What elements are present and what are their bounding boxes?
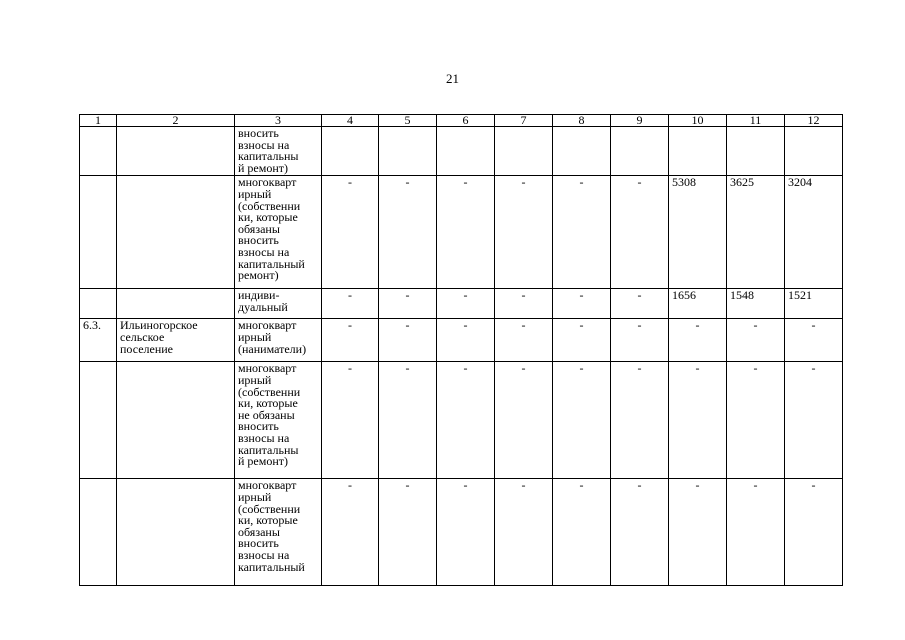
value-cell-col-11: 1548 <box>727 289 785 319</box>
value-cell-col-12: - <box>785 479 843 586</box>
value-cell-col-10: - <box>669 362 727 479</box>
settlement-name-cell <box>117 479 235 586</box>
value-cell-col-10: 5308 <box>669 176 727 289</box>
value-cell-col-12: - <box>785 362 843 479</box>
value-cell-col-6: - <box>437 176 495 289</box>
value-cell-col-8: - <box>553 362 611 479</box>
value-cell-col-9: - <box>611 479 669 586</box>
header-cell-3: 3 <box>235 115 322 127</box>
value-cell-col-8: - <box>553 479 611 586</box>
value-cell-col-4: - <box>322 176 379 289</box>
value-cell-col-7: - <box>495 319 553 362</box>
row-index-cell <box>80 479 117 586</box>
value-cell-col-12: 1521 <box>785 289 843 319</box>
settlement-name-cell <box>117 176 235 289</box>
value-cell-col-6: - <box>437 362 495 479</box>
value-cell-col-4: - <box>322 319 379 362</box>
value-cell-col-7: - <box>495 176 553 289</box>
value-cell-col-6 <box>437 127 495 176</box>
value-cell-col-7: - <box>495 289 553 319</box>
value-cell-col-7 <box>495 127 553 176</box>
header-cell-5: 5 <box>379 115 437 127</box>
row-index-cell <box>80 362 117 479</box>
value-cell-col-5: - <box>379 319 437 362</box>
value-cell-col-8 <box>553 127 611 176</box>
table-row <box>80 289 843 319</box>
value-cell-col-10 <box>669 127 727 176</box>
value-cell-col-4: - <box>322 362 379 479</box>
page-number: 21 <box>446 71 459 86</box>
value-cell-col-5: - <box>379 176 437 289</box>
settlement-name-cell: Ильиногорское сельское поселение <box>117 319 235 362</box>
value-cell-col-12: - <box>785 319 843 362</box>
value-cell-col-5: - <box>379 479 437 586</box>
header-cell-8: 8 <box>553 115 611 127</box>
settlement-name-cell <box>117 362 235 479</box>
table-row <box>80 319 843 362</box>
value-cell-col-5 <box>379 127 437 176</box>
row-index-cell <box>80 127 117 176</box>
value-cell-col-7: - <box>495 362 553 479</box>
value-cell-col-11: - <box>727 362 785 479</box>
value-cell-col-9: - <box>611 289 669 319</box>
value-cell-col-4: - <box>322 479 379 586</box>
data-table <box>79 114 843 586</box>
value-cell-col-5: - <box>379 362 437 479</box>
header-cell-1: 1 <box>80 115 117 127</box>
row-index-cell <box>80 176 117 289</box>
table-row <box>80 362 843 479</box>
housing-type-cell: многокварт ирный (собственни ки, которые обязаны вносить взносы на капитальный <box>235 479 322 586</box>
value-cell-col-8: - <box>553 319 611 362</box>
table-row <box>80 127 843 176</box>
header-cell-12: 12 <box>785 115 843 127</box>
header-cell-6: 6 <box>437 115 495 127</box>
value-cell-col-10: - <box>669 479 727 586</box>
header-cell-10: 10 <box>669 115 727 127</box>
value-cell-col-12 <box>785 127 843 176</box>
value-cell-col-7: - <box>495 479 553 586</box>
header-row <box>80 115 843 127</box>
header-cell-2: 2 <box>117 115 235 127</box>
value-cell-col-6: - <box>437 319 495 362</box>
housing-type-cell: многокварт ирный (собственни ки, которые не обязаны вносить взносы на капитальны й ремонт) <box>235 362 322 479</box>
housing-type-cell: многокварт ирный (собственни ки, которые обязаны вносить взносы на капитальный ремонт) <box>235 176 322 289</box>
housing-type-cell: индиви- дуальный <box>235 289 322 319</box>
value-cell-col-11: - <box>727 319 785 362</box>
value-cell-col-9: - <box>611 362 669 479</box>
value-cell-col-12: 3204 <box>785 176 843 289</box>
header-cell-4: 4 <box>322 115 379 127</box>
value-cell-col-4: - <box>322 289 379 319</box>
header-cell-11: 11 <box>727 115 785 127</box>
value-cell-col-10: - <box>669 319 727 362</box>
value-cell-col-9 <box>611 127 669 176</box>
value-cell-col-6: - <box>437 479 495 586</box>
value-cell-col-5: - <box>379 289 437 319</box>
table-row <box>80 479 843 586</box>
settlement-name-cell <box>117 127 235 176</box>
value-cell-col-6: - <box>437 289 495 319</box>
row-index-cell <box>80 289 117 319</box>
settlement-name-cell <box>117 289 235 319</box>
value-cell-col-4 <box>322 127 379 176</box>
header-cell-9: 9 <box>611 115 669 127</box>
row-index-cell: 6.3. <box>80 319 117 362</box>
value-cell-col-11 <box>727 127 785 176</box>
value-cell-col-10: 1656 <box>669 289 727 319</box>
table-row <box>80 176 843 289</box>
value-cell-col-8: - <box>553 176 611 289</box>
header-cell-7: 7 <box>495 115 553 127</box>
value-cell-col-11: - <box>727 479 785 586</box>
housing-type-cell: вносить взносы на капитальны й ремонт) <box>235 127 322 176</box>
value-cell-col-11: 3625 <box>727 176 785 289</box>
value-cell-col-8: - <box>553 289 611 319</box>
value-cell-col-9: - <box>611 319 669 362</box>
housing-type-cell: многокварт ирный (наниматели) <box>235 319 322 362</box>
value-cell-col-9: - <box>611 176 669 289</box>
